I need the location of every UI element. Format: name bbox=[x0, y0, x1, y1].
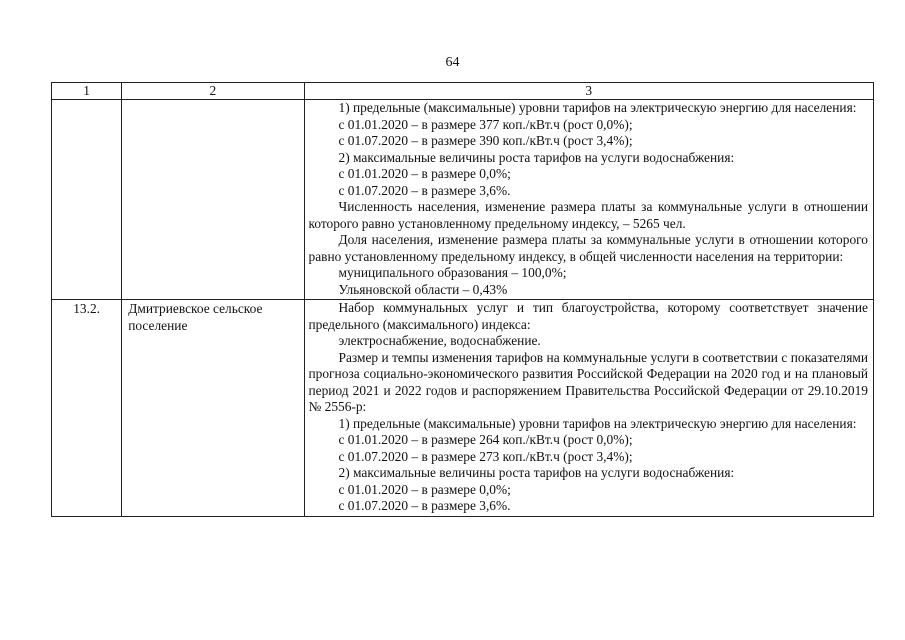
paragraph: с 01.01.2020 – в размере 0,0%; bbox=[338, 481, 511, 497]
table-row bbox=[52, 100, 874, 300]
row-number-cell bbox=[52, 100, 122, 300]
paragraph: 2) максимальные величины роста тарифов на услуги водоснабжения: bbox=[338, 149, 735, 165]
paragraph: муниципального образования – 100,0%; bbox=[338, 265, 567, 280]
paragraph: 1) предельные (максимальные) уровни тарифов на электрическую энергию для населения: bbox=[338, 100, 857, 115]
table-row bbox=[52, 300, 874, 517]
content-cell bbox=[304, 300, 874, 517]
row-number-cell: 13.2. bbox=[52, 300, 122, 517]
paragraph: с 01.01.2020 – в размере 377 коп./кВт.ч (рост 0,0%); bbox=[338, 116, 633, 132]
table-header-row bbox=[52, 83, 874, 100]
settlement-name-cell: Дмитриевское сельское поселение bbox=[122, 300, 304, 517]
paragraph: Ульяновской области – 0,43% bbox=[338, 281, 508, 297]
paragraph: Размер и темпы изменения тарифов на коммунальные услуги в соответствии с показателями прогноза социально-экономического развития Российской Федерации на 2020 год и на плановый период 2021 и 2022 годов и распоряжением Правительства Российской Федерации от 29.10.2019 № 2556-р: bbox=[308, 349, 868, 414]
column-header-2: 2 bbox=[122, 83, 304, 100]
page-number: 64 bbox=[445, 55, 460, 70]
paragraph: электроснабжение, водоснабжение. bbox=[338, 333, 541, 348]
paragraph: Численность населения, изменение размера платы за коммунальные услуги в отношении которого равно установленному предельному индексу, – 5265 чел. bbox=[308, 199, 868, 231]
content-cell bbox=[304, 100, 874, 300]
paragraph: Набор коммунальных услуг и тип благоустройства, которому соответствует значение предельного (максимального) индекса: bbox=[308, 300, 868, 332]
column-header-3: 3 bbox=[304, 83, 874, 100]
paragraph: с 01.07.2020 – в размере 3,6%. bbox=[338, 182, 511, 198]
paragraph: с 01.01.2020 – в размере 0,0%; bbox=[338, 166, 511, 181]
paragraph: 2) максимальные величины роста тарифов на услуги водоснабжения: bbox=[338, 465, 735, 480]
column-header-1: 1 bbox=[52, 83, 122, 100]
paragraph: с 01.07.2020 – в размере 390 коп./кВт.ч (рост 3,4%); bbox=[338, 133, 633, 148]
table-body bbox=[52, 100, 874, 517]
paragraph: Доля населения, изменение размера платы за коммунальные услуги в отношении которого равно установленному предельному индексу, в общей численности населения на территории: bbox=[308, 232, 868, 264]
document-table bbox=[51, 82, 874, 517]
settlement-name-cell bbox=[122, 100, 304, 300]
paragraph: с 01.01.2020 – в размере 264 коп./кВт.ч (рост 0,0%); bbox=[338, 432, 633, 447]
paragraph: с 01.07.2020 – в размере 3,6%. bbox=[338, 498, 511, 513]
paragraph: с 01.07.2020 – в размере 273 коп./кВт.ч (рост 3,4%); bbox=[338, 448, 633, 464]
paragraph: 1) предельные (максимальные) уровни тарифов на электрическую энергию для населения: bbox=[338, 415, 857, 431]
